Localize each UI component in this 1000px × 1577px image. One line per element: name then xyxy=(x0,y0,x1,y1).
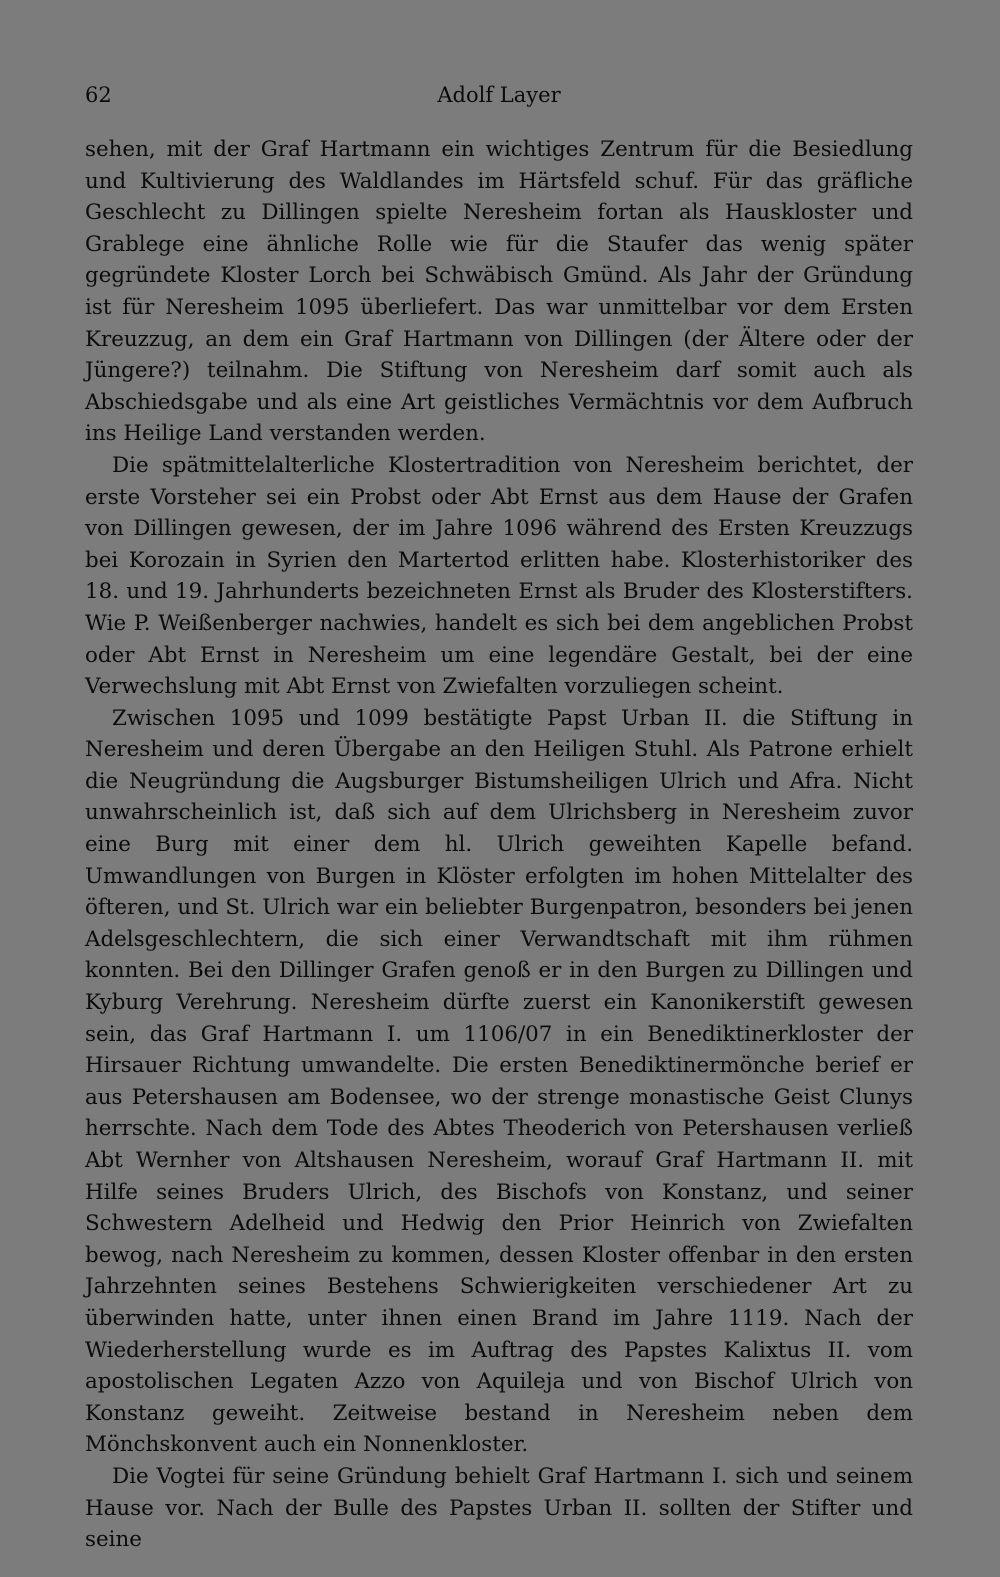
paragraph: Die Vogtei für seine Gründung behielt Graf Hartmann I. sich und seinem Hause vor. Nach der Bulle des Papstes Urban II. sollten der Stifter und seine xyxy=(85,1463,913,1553)
paragraph: Zwischen 1095 und 1099 bestätigte Papst Urban II. die Stiftung in Neresheim und deren Übergabe an den Heiligen Stuhl. Als Patrone erhielt die Neugründung die Augsburger Bistumsheiligen Ulrich und Afra. Nicht unwahrscheinlich ist, daß sich auf dem Ulrichsberg in Neresheim zuvor eine Burg mit einer dem hl. Ulrich geweihten Kapelle befand. Umwandlungen von Burgen in Klöster erfolgten im hohen Mittelalter des öfteren, und St. Ulrich war ein beliebter Burgenpatron, besonders bei jenen Adelsgeschlechtern, die sich einer Verwandtschaft mit ihm rühmen konnten. Bei den Dillinger Grafen genoß er in den Burgen zu Dillingen und Kyburg Verehrung. Neresheim dürfte zuerst ein Kanonikerstift gewesen sein, das Graf Hartmann I. um 1106/07 in ein Benediktinerkloster der Hirsauer Richtung umwandelte. Die ersten Benediktinermönche berief er aus Petershausen am Bodensee, wo der strenge monastische Geist Clunys herrschte. Nach dem Tode des Abtes Theoderich von Petershausen verließ Abt Wernher von Altshausen Neresheim, worauf Graf Hartmann II. mit Hilfe seines Bruders Ulrich, des Bischofs von Konstanz, und seiner Schwestern Adelheid und Hedwig den Prior Heinrich von Zwiefalten bewog, nach Neresheim zu kommen, dessen Kloster offenbar in den ersten Jahrzehnten seines Bestehens Schwierigkeiten verschiedener Art zu überwinden hatte, unter ihnen einen Brand im Jahre 1119. Nach der Wiederherstellung wurde es im Auftrag des Papstes Kalixtus II. vom apostolischen Legaten Azzo von Aquileja und von Bischof Ulrich von Konstanz geweiht. Zeitweise bestand in Neresheim neben dem Mönchskonvent auch ein Nonnenkloster. xyxy=(85,705,913,1458)
book-page xyxy=(85,0,913,1577)
page-header xyxy=(85,78,913,112)
body-text xyxy=(85,134,913,1556)
paragraph-continuation: sehen, mit der Graf Hartmann ein wichtiges Zentrum für die Besiedlung und Kultivierung des Waldlandes im Härtsfeld schuf. Für das gräfliche Geschlecht zu Dillingen spielte Neresheim fortan als Hauskloster und Grablege eine ähnliche Rolle wie für die Staufer das wenig später gegründete Kloster Lorch bei Schwäbisch Gmünd. Als Jahr der Gründung ist für Neresheim 1095 überliefert. Das war unmittelbar vor dem Ersten Kreuzzug, an dem ein Graf Hartmann von Dillingen (der Ältere oder der Jüngere?) teilnahm. Die Stiftung von Neresheim darf somit auch als Abschiedsgabe und als eine Art geistliches Vermächtnis vor dem Aufbruch ins Heilige Land verstanden werden. xyxy=(85,137,913,447)
page-number: 62 xyxy=(85,83,112,107)
paragraph: Die spätmittelalterliche Klostertradition von Neresheim berichtet, der erste Vorsteher sei ein Probst oder Abt Ernst aus dem Hause der Grafen von Dillingen gewesen, der im Jahre 1096 während des Ersten Kreuzzugs bei Korozain in Syrien den Martertod erlitten habe. Klosterhistoriker des 18. und 19. Jahrhunderts bezeichneten Ernst als Bruder des Klosterstifters. Wie P. Weißenberger nachwies, handelt es sich bei dem angeblichen Probst oder Abt Ernst in Neresheim um eine legendäre Gestalt, bei der eine Verwechslung mit Abt Ernst von Zwiefalten vorzuliegen scheint. xyxy=(85,452,913,700)
running-head: Adolf Layer xyxy=(437,83,561,107)
